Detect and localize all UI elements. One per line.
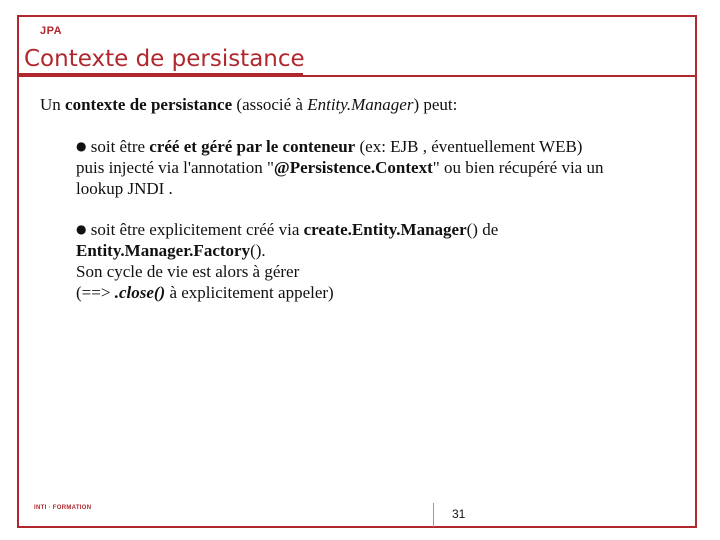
- bullet-line: Entity.Manager.Factory().: [76, 241, 266, 260]
- bullet-line: (==> .close() à explicitement appeler): [76, 283, 334, 302]
- bullet-line: lookup JNDI .: [76, 179, 173, 198]
- bullet-dot-icon: ●: [76, 222, 87, 236]
- bullet-container-managed: [76, 136, 680, 199]
- bullet-line: puis injecté via l'annotation "@Persistence.Context" ou bien récupéré via un: [76, 158, 604, 177]
- title-underline: [17, 73, 303, 76]
- page-number-divider: [433, 503, 434, 527]
- bullet-line: Son cycle de vie est alors à gérer: [76, 262, 300, 281]
- footer-logo-text: INTI · FORMATION: [34, 505, 92, 511]
- bullet-application-managed: [76, 219, 680, 303]
- bullet-line: ● soit être créé et géré par le conteneur (ex: EJB , éventuellement WEB): [76, 137, 583, 156]
- page-number: 31: [452, 507, 466, 521]
- section-label: JPA: [40, 25, 63, 37]
- slide-content: [40, 94, 680, 303]
- slide-title: Contexte de persistance: [24, 46, 305, 72]
- bullet-dot-icon: ●: [76, 139, 87, 153]
- intro-paragraph: Un contexte de persistance (associé à Entity.Manager) peut:: [40, 95, 458, 114]
- bullet-line: ● soit être explicitement créé via create.Entity.Manager() de: [76, 220, 499, 239]
